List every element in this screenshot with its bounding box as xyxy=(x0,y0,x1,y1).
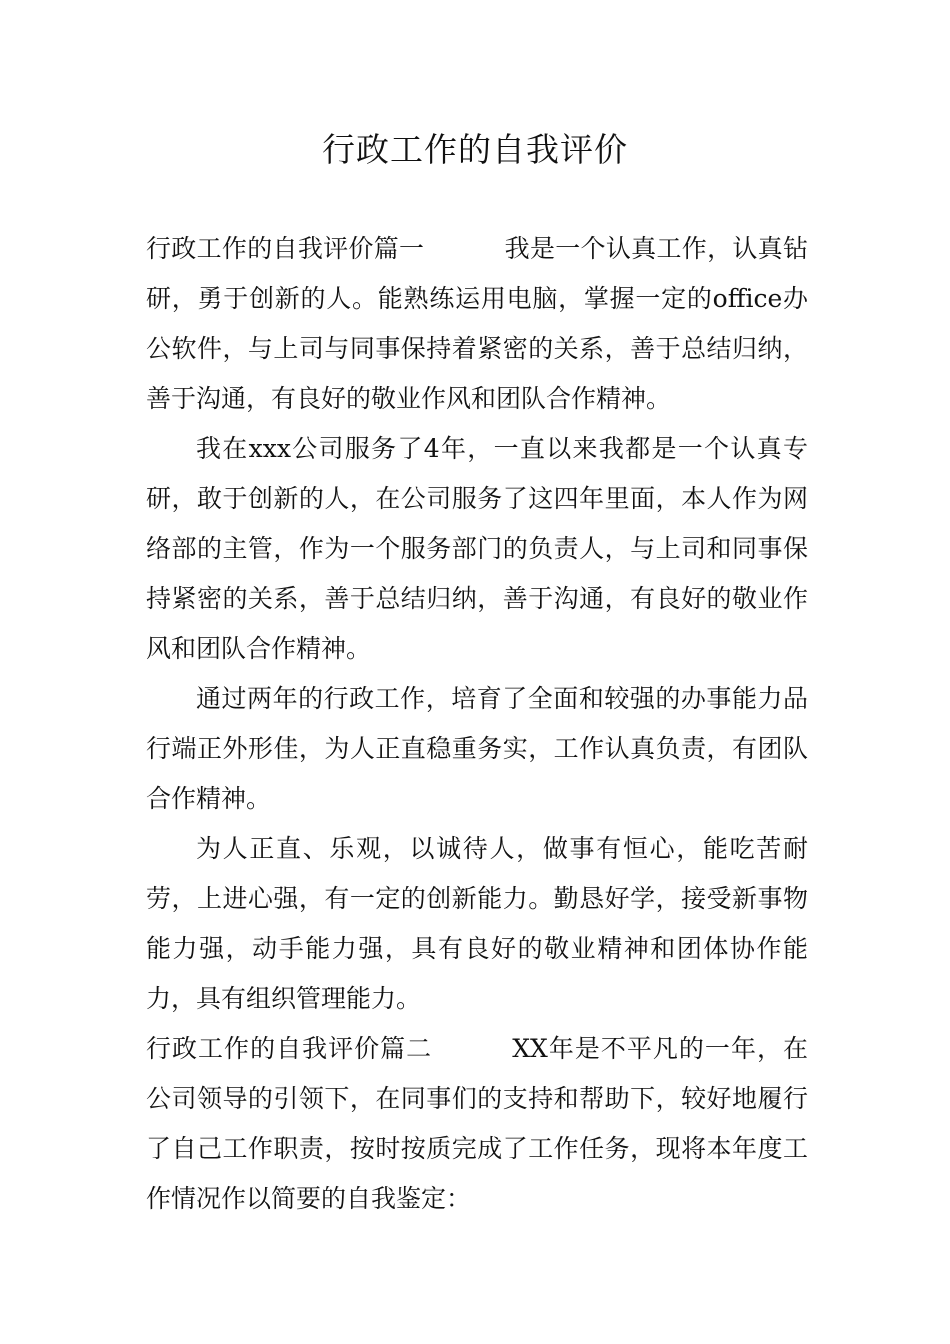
document-body xyxy=(146,224,808,1224)
section-1-intro-paragraph xyxy=(146,224,808,424)
section-2-intro-paragraph xyxy=(146,1024,808,1224)
document-title: 行政工作的自我评价 xyxy=(322,130,628,169)
section-2-intro-text: XX年是不平凡的一年，在公司领导的引领下，在同事们的支持和帮助下，较好地履行了自己工作职责，按时按质完成了工作任务，现将本年度工作情况作以简要的自我鉴定： xyxy=(146,1034,808,1213)
section-1-heading: 行政工作的自我评价篇一 xyxy=(146,234,425,263)
section-2-heading: 行政工作的自我评价篇二 xyxy=(146,1034,433,1063)
section-1-paragraph-2: 通过两年的行政工作，培育了全面和较强的办事能力品行端正外形佳，为人正直稳重务实，工作认真负责，有团队合作精神。 xyxy=(146,684,808,813)
section-1-paragraph-3: 为人正直、乐观，以诚待人，做事有恒心，能吃苦耐劳，上进心强，有一定的创新能力。勤恳好学，接受新事物能力强，动手能力强，具有良好的敬业精神和团体协作能力，具有组织管理能力。 xyxy=(146,834,808,1013)
section-1-intro-text: 我是一个认真工作，认真钻研，勇于创新的人。能熟练运用电脑，掌握一定的office办公软件，与上司与同事保持着紧密的关系，善于总结归纳，善于沟通，有良好的敬业作风和团队合作精神。 xyxy=(146,234,808,413)
section-1-paragraph-1: 我在xxx公司服务了4年，一直以来我都是一个认真专研，敢于创新的人，在公司服务了这四年里面，本人作为网络部的主管，作为一个服务部门的负责人，与上司和同事保持紧密的关系，善于总结归纳，善于沟通，有良好的敬业作风和团队合作精神。 xyxy=(146,434,808,663)
